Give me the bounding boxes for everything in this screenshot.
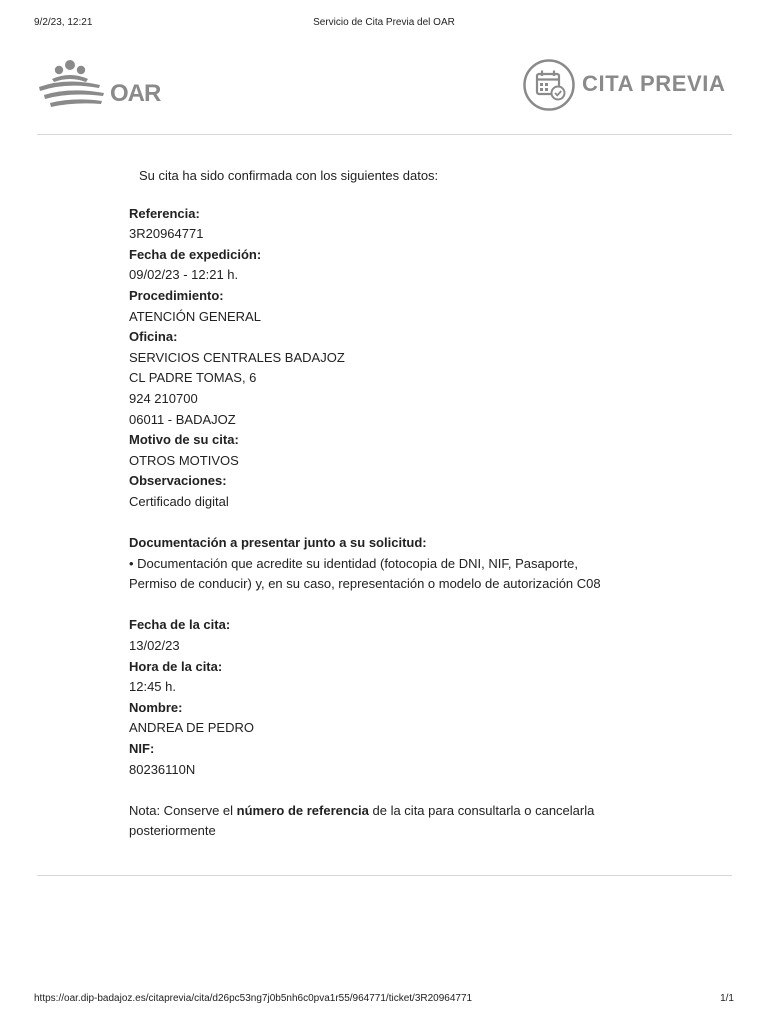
motivo-value: OTROS MOTIVOS xyxy=(129,452,239,468)
fecha-cita-label: Fecha de la cita: xyxy=(129,617,231,633)
observaciones-label: Observaciones: xyxy=(129,473,227,489)
spacer xyxy=(129,780,729,801)
referencia-value: 3R20964771 xyxy=(129,226,204,242)
bottom-divider xyxy=(37,875,732,876)
hora-cita-value: 12:45 h. xyxy=(129,679,176,695)
nif-value: 80236110N xyxy=(129,761,196,777)
fecha-cita-value: 13/02/23 xyxy=(129,638,180,654)
hora-cita-label: Hora de la cita: xyxy=(129,658,223,674)
motivo-label: Motivo de su cita: xyxy=(129,432,239,448)
oficina-telefono: 924 210700 xyxy=(129,390,198,406)
spacer xyxy=(129,595,729,616)
confirmation-intro: Su cita ha sido confirmada con los siguientes datos: xyxy=(139,168,439,183)
cita-previa-logo-text: CITA PREVIA xyxy=(582,71,726,96)
documentacion-line-2: Permiso de conducir) y, en su caso, representación o modelo de autorización C08 xyxy=(129,576,601,592)
oficina-codigo-postal: 06011 - BADAJOZ xyxy=(129,411,236,427)
referencia-label: Referencia: xyxy=(129,205,200,221)
oficina-nombre: SERVICIOS CENTRALES BADAJOZ xyxy=(129,349,345,365)
documentacion-line-1: • Documentación que acredite su identidad (fotocopia de DNI, NIF, Pasaporte, xyxy=(129,555,578,571)
print-datetime: 9/2/23, 12:21 xyxy=(34,17,93,28)
top-divider xyxy=(37,134,732,135)
nota-prefix: Nota: Conserve el xyxy=(129,802,237,818)
procedimiento-label: Procedimiento: xyxy=(129,287,224,303)
oar-logo-text: OAR xyxy=(110,80,161,107)
oficina-label: Oficina: xyxy=(129,329,178,345)
nota-line-2: posteriormente xyxy=(129,823,216,839)
documentacion-label: Documentación a presentar junto a su solicitud: xyxy=(129,535,427,551)
nombre-label: Nombre: xyxy=(129,699,183,715)
cita-previa-logo xyxy=(522,58,727,112)
nota-suffix: de la cita para consultarla o cancelarla xyxy=(368,802,595,818)
print-url: https://oar.dip-badajoz.es/citaprevia/cita/d26pc53ng7j0b5nh6c0pva1r55/964771/ticket/3R20964771 xyxy=(34,993,473,1004)
confirmation-content xyxy=(129,166,729,842)
print-header xyxy=(0,17,768,31)
fecha-expedicion-value: 09/02/23 - 12:21 h. xyxy=(129,267,239,283)
fecha-expedicion-label: Fecha de expedición: xyxy=(129,246,262,262)
nombre-value: ANDREA DE PEDRO xyxy=(129,720,254,736)
spacer xyxy=(129,513,729,534)
procedimiento-value: ATENCIÓN GENERAL xyxy=(129,308,261,324)
nif-label: NIF: xyxy=(129,741,155,757)
nota-line-1 xyxy=(129,801,729,822)
nota-bold-reference: número de referencia xyxy=(236,802,369,818)
observaciones-value: Certificado digital xyxy=(129,493,229,509)
oficina-direccion: CL PADRE TOMAS, 6 xyxy=(129,370,257,386)
print-page-count: 1/1 xyxy=(720,993,734,1004)
print-page-title: Servicio de Cita Previa del OAR xyxy=(313,17,455,28)
oar-logo xyxy=(36,58,161,110)
calendar-check-icon xyxy=(522,58,576,112)
